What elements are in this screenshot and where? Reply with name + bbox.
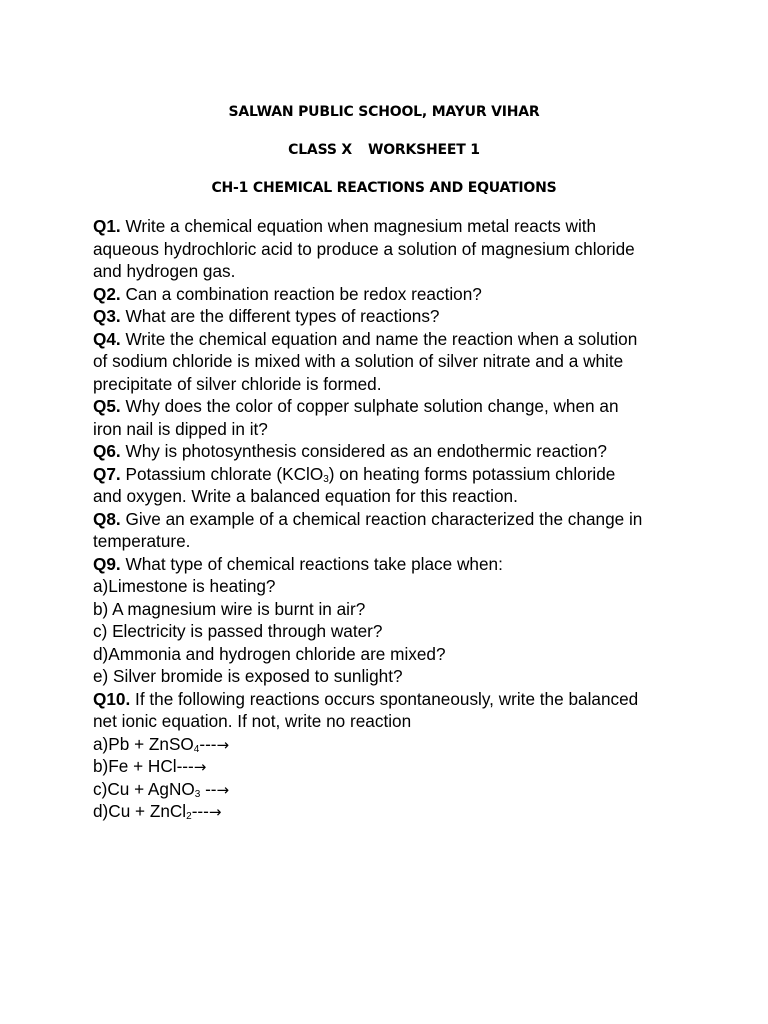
question-number: Q5. xyxy=(93,396,121,416)
question-text-line: and hydrogen gas. xyxy=(93,261,236,281)
question-text-line: and oxygen. Write a balanced equation for this reaction. xyxy=(93,486,518,506)
reaction-text: b)Fe + HCl--- xyxy=(93,756,194,776)
question-text: Potassium chlorate (KClO xyxy=(120,463,324,484)
subscript: 2 xyxy=(186,811,192,822)
reaction-dashes: -- xyxy=(200,778,217,799)
class-worksheet-heading xyxy=(0,142,768,158)
question-text-line: temperature. xyxy=(93,531,191,551)
question-list xyxy=(93,215,693,823)
question-q2 xyxy=(93,283,693,306)
question-text-line: of sodium chloride is mixed with a solution of silver nitrate and a white xyxy=(93,351,624,371)
arrow-icon: → xyxy=(208,803,222,821)
question-text: Can a combination reaction be redox reaction? xyxy=(120,283,482,304)
sub-question-c: c) Electricity is passed through water? xyxy=(93,621,383,641)
question-number: Q1. xyxy=(93,216,121,236)
subscript: 3 xyxy=(323,473,329,485)
sub-question-b: b) A magnesium wire is burnt in air? xyxy=(93,598,366,619)
question-number: Q6. xyxy=(93,441,121,461)
arrow-icon: → xyxy=(216,735,230,754)
question-text-line: precipitate of silver chloride is formed. xyxy=(93,373,382,394)
worksheet-label: WORKSHEET 1 xyxy=(367,142,480,158)
question-text: Write the chemical equation and name the reaction when a solution xyxy=(120,328,638,349)
question-q3 xyxy=(93,305,693,328)
sub-question-d: d)Ammonia and hydrogen chloride are mixed? xyxy=(93,643,446,664)
question-text-line: iron nail is dipped in it? xyxy=(93,418,268,439)
question-text-line: aqueous hydrochloric acid to produce a solution of magnesium chloride xyxy=(93,238,635,259)
class-label: CLASS X xyxy=(288,142,352,158)
question-text: ) on heating forms potassium chloride xyxy=(328,463,616,484)
question-text: Why is photosynthesis considered as an endothermic reaction? xyxy=(120,441,607,461)
question-number: Q4. xyxy=(93,328,121,349)
question-q10 xyxy=(93,688,693,711)
question-q4 xyxy=(93,328,693,351)
question-number: Q10. xyxy=(93,688,131,709)
reaction-b xyxy=(93,755,693,778)
question-number: Q7. xyxy=(93,463,121,484)
chapter-title: CH-1 CHEMICAL REACTIONS AND EQUATIONS xyxy=(211,180,557,196)
school-title: SALWAN PUBLIC SCHOOL, MAYUR VIHAR xyxy=(228,104,540,120)
question-q5 xyxy=(93,395,693,418)
reaction-a xyxy=(93,733,693,756)
question-q1 xyxy=(93,215,693,238)
subscript: 3 xyxy=(194,788,201,800)
reaction-dashes: --- xyxy=(199,733,217,754)
question-q8 xyxy=(93,508,693,531)
reaction-text: a)Pb + ZnSO xyxy=(93,733,194,754)
question-text: Give an example of a chemical reaction characterized the change in xyxy=(120,508,643,529)
arrow-icon: → xyxy=(193,758,207,776)
reaction-c xyxy=(93,778,693,801)
sub-question-a: a)Limestone is heating? xyxy=(93,576,276,596)
question-q6 xyxy=(93,440,693,463)
question-q9 xyxy=(93,553,693,576)
question-q7 xyxy=(93,463,693,486)
question-text: What type of chemical reactions take place when: xyxy=(120,553,503,574)
question-number: Q9. xyxy=(93,553,121,574)
question-number: Q3. xyxy=(93,306,121,326)
question-text: Why does the color of copper sulphate solution change, when an xyxy=(120,396,619,416)
reaction-d xyxy=(93,800,693,823)
reaction-text: d)Cu + ZnCl xyxy=(93,801,187,821)
question-text: What are the different types of reactions? xyxy=(120,306,440,326)
question-number: Q8. xyxy=(93,508,121,529)
question-text: If the following reactions occurs spontaneously, write the balanced xyxy=(130,688,639,709)
question-text-line: net ionic equation. If not, write no reaction xyxy=(93,711,412,731)
sub-question-e: e) Silver bromide is exposed to sunlight? xyxy=(93,666,403,686)
subscript: 4 xyxy=(193,743,200,755)
question-number: Q2. xyxy=(93,283,121,304)
question-text: Write a chemical equation when magnesium metal reacts with xyxy=(120,216,597,236)
reaction-text: c)Cu + AgNO xyxy=(93,778,195,799)
arrow-icon: → xyxy=(216,780,230,799)
reaction-dashes: --- xyxy=(191,801,209,821)
